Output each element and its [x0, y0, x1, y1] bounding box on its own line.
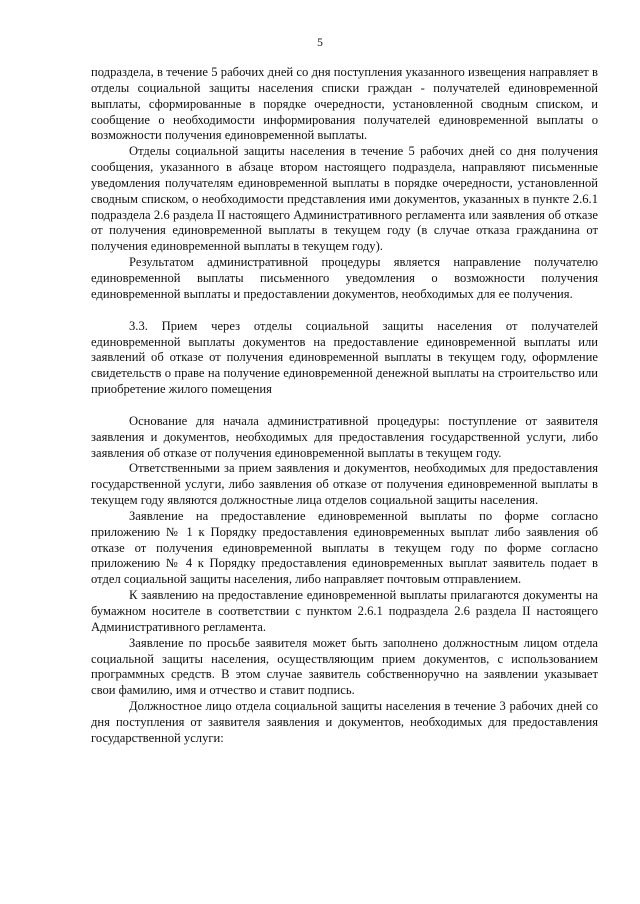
paragraph-continuation: подраздела, в течение 5 рабочих дней со дня поступления указанного извещения направляет в отделы социальной защиты населения списки граждан - получателей единовременной выплаты, сформированные в порядке очередности, установленной сводным списком, и сообщение о необходимости информирования получателей единовременной выплаты о возможности получения единовременной выплаты. — [91, 65, 598, 143]
page-body — [91, 65, 598, 747]
section-heading: 3.3. Прием через отделы социальной защиты населения от получателей единовременной выплаты документов на предоставление единовременной выплаты или заявлений об отказе от получения единовременной выплаты в текущем году, оформление свидетельств о праве на получение единовременной денежной выплаты на строительство или приобретение жилого помещения — [91, 318, 598, 397]
paragraph: Ответственными за прием заявления и документов, необходимых для предоставления государственной услуги, либо заявления об отказе от получения единовременной выплаты в текущем году являются должностные лица отделов социальной защиты населения. — [91, 461, 598, 508]
paragraph: К заявлению на предоставление единовременной выплаты прилагаются документы на бумажном носителе в соответствии с пунктом 2.6.1 подраздела 2.6 раздела II настоящего Административного регламента. — [91, 588, 598, 634]
paragraph: Должностное лицо отдела социальной защиты населения в течение 3 рабочих дней со дня поступления от заявителя заявления и документов, необходимых для предоставления государственной услуги: — [91, 699, 598, 745]
paragraph: Заявление на предоставление единовременной выплаты по форме согласно приложению № 1 к Порядку предоставления единовременных выплат либо заявления об отказе от получения единовременной выплаты в текущем году по форме согласно приложению № 4 к Порядку предоставления единовременных выплат заявитель подает в отдел социальной защиты населения, либо направляет почтовым отправлением. — [91, 508, 598, 587]
paragraph: Основание для начала административной процедуры: поступление от заявителя заявления и документов, необходимых для предоставления государственной услуги, либо заявления об отказе от получения единовременной выплаты в текущем году. — [91, 413, 598, 460]
paragraph: Результатом административной процедуры является направление получателю единовременной выплаты письменного уведомления о возможности получения единовременной выплаты и предоставлении документов, необходимых для ее получения. — [91, 255, 598, 301]
paragraph: Заявление по просьбе заявителя может быть заполнено должностным лицом отдела социальной защиты населения, осуществляющим прием документов, с использованием программных средств. В этом случае заявитель собственноручно на заявлении указывает свои фамилию, имя и отчество и ставит подпись. — [91, 635, 598, 698]
page-number: 5 — [317, 37, 323, 49]
paragraph: Отделы социальной защиты населения в течение 5 рабочих дней со дня получения сообщения, указанного в абзаце втором настоящего подраздела, направляют письменные уведомления получателям единовременной выплаты в порядке очередности, установленной сводным списком, о необходимости представления ими документов, указанных в пункте 2.6.1 подраздела 2.6 раздела II настоящего Административного регламента или заявления об отказе от получения единовременной выплаты в текущем году (в случае отказа гражданина от получения единовременной выплаты в текущем году). — [91, 144, 598, 254]
